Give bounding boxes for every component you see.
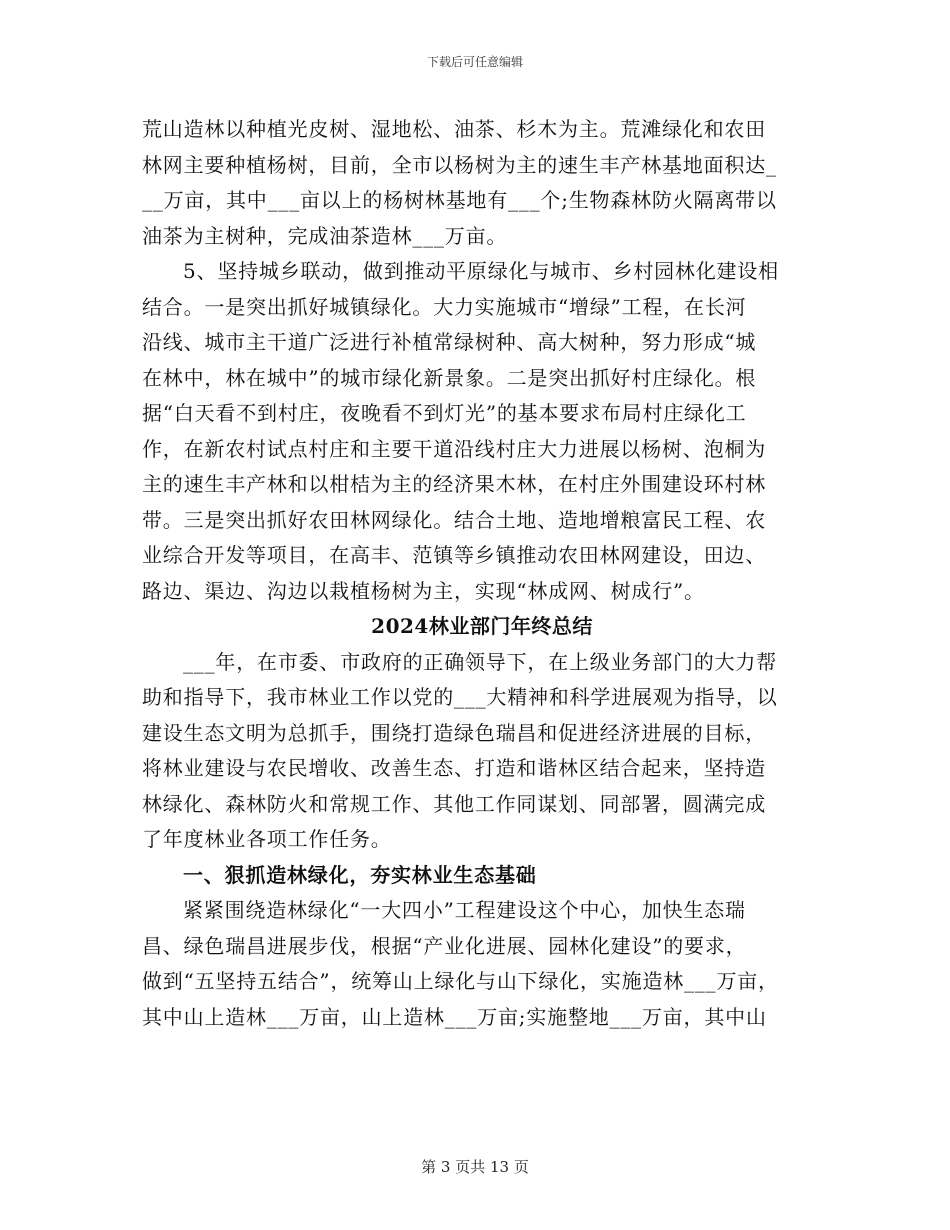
- document-title: 2024林业部门年终总结: [371, 614, 593, 638]
- text-line: 紧紧围绕造林绿化“一大四小”工程建设这个中心，加快生态瑞: [183, 898, 746, 922]
- section-heading: 一、狠抓造林绿化，夯实林业生态基础: [183, 862, 537, 887]
- text-line: 昌、绿色瑞昌进展步伐，根据“产业化进展、园林化建设”的要求，: [142, 933, 747, 958]
- text-line: 油茶为主树种，完成油茶造林___万亩。: [142, 223, 508, 248]
- text-line: 了年度林业各项工作任务。: [142, 827, 392, 851]
- text-line: 作，在新农村试点村庄和主要干道沿线村庄大力进展以杨树、泡桐为: [142, 436, 766, 461]
- document-body: [142, 112, 822, 1035]
- text-line: 结合。一是突出抓好城镇绿化。大力实施城市“增绿”工程，在长河: [142, 294, 747, 319]
- text-line: 荒山造林以种植光皮树、湿地松、油茶、杉木为主。荒滩绿化和农田: [142, 117, 766, 141]
- text-line: 将林业建设与农民增收、改善生态、打造和谐林区结合起来，坚持造: [142, 756, 766, 780]
- text-line: 路边、渠边、沟边以栽植杨树为主，实现“林成网、树成行”。: [142, 578, 705, 603]
- text-line: 助和指导下，我市林业工作以党的___大精神和科学进展观为指导，以: [142, 685, 778, 709]
- text-line: 在林中，林在城中”的城市绿化新景象。二是突出抓好村庄绿化。根: [142, 365, 757, 390]
- text-line: 沿线、城市主干道广泛进行补植常绿树种、高大树种，努力形成“城: [142, 330, 757, 354]
- text-line: 带。三是突出抓好农田林网绿化。结合土地、造地增粮富民工程、农: [142, 507, 766, 532]
- text-line: 建设生态文明为总抓手，围绕打造绿色瑞昌和促进经济进展的目标，: [142, 720, 766, 745]
- text-line: 主的速生丰产林和以柑桔为主的经济果木林，在村庄外围建设环村林: [142, 472, 766, 496]
- text-line: 林网主要种植杨树，目前，全市以杨树为主的速生丰产林基地面积达_: [142, 152, 777, 177]
- text-line: 其中山上造林___万亩，山上造林___万亩;实施整地___万亩，其中山: [142, 1004, 767, 1029]
- page-header: 下载后可任意编辑: [426, 55, 523, 69]
- text-line: 5、坚持城乡联动，做到推动平原绿化与城市、乡村园林化建设相: [183, 259, 779, 283]
- text-line: 业综合开发等项目，在高丰、范镇等乡镇推动农田林网建设，田边、: [142, 543, 766, 567]
- text-line: 据“白天看不到村庄，夜晚看不到灯光”的基本要求布局村庄绿化工: [142, 401, 747, 425]
- text-line: __万亩，其中___亩以上的杨树林基地有___个;生物森林防火隔离带以: [142, 188, 777, 212]
- text-line: ___年，在市委、市政府的正确领导下，在上级业务部门的大力帮: [183, 649, 777, 674]
- page-footer: 第 3 页共 13 页: [421, 1158, 529, 1176]
- text-line: 做到“五坚持五结合”，统筹山上绿化与山下绿化，实施造林___万亩，: [142, 969, 779, 993]
- text-line: 林绿化、森林防火和常规工作、其他工作同谋划、同部署，圆满完成: [142, 791, 766, 816]
